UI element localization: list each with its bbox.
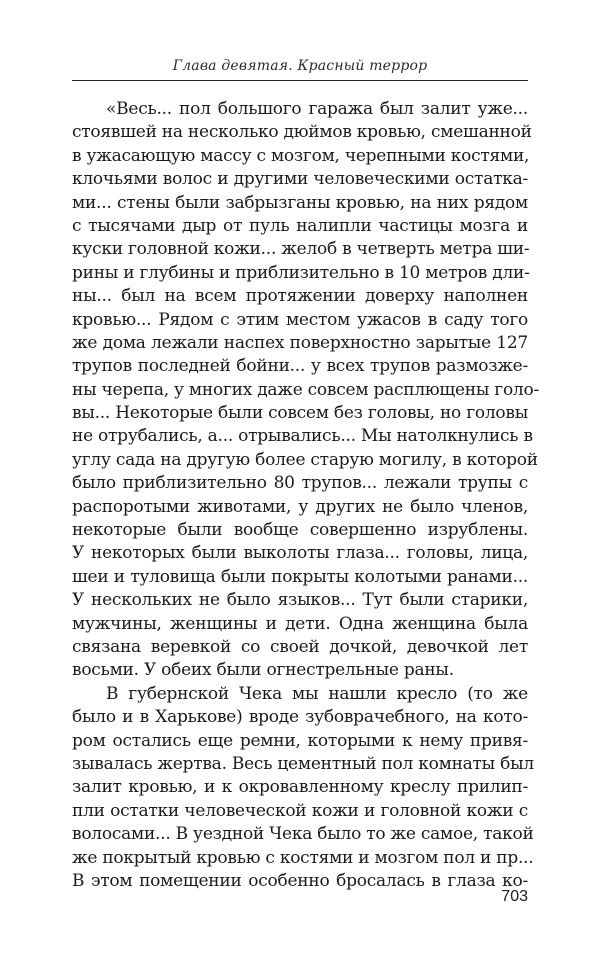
header-rule — [72, 80, 528, 81]
text-line: рины и глубины и приблизительно в 10 метров дли- — [72, 262, 530, 283]
text-line: ром остались еще ремни, которыми к нему привя- — [72, 730, 528, 751]
text-line: клочьями волос и другими человеческими остатка- — [72, 169, 528, 190]
text-line: трупов последней бойни... у всех трупов размозже- — [72, 356, 528, 377]
text-line: ны... был на всем протяжении доверху наполнен — [72, 286, 528, 307]
text-line: В этом помещении особенно бросалась в глаза ко- — [72, 870, 528, 891]
text-line: ми... стены были забрызганы кровью, на них рядом — [72, 192, 528, 213]
text-line: стоявшей на несколько дюймов кровью, смешанной — [72, 122, 532, 143]
text-line: же покрытый кровью с костями и мозгом пол и пр... — [72, 847, 534, 868]
text-line: ны черепа, у многих даже совсем расплющены голо- — [72, 379, 539, 400]
text-line: было приблизительно 80 трупов... лежали трупы с — [72, 473, 528, 494]
text-line: залит кровью, и к окровавленному креслу прилип- — [72, 777, 528, 798]
text-line: куски головной кожи... желоб в четверть метра ши- — [72, 239, 530, 260]
paragraph-1 — [72, 98, 539, 683]
text-line: с тысячами дыр от пуль налипли частицы мозга и — [72, 215, 528, 236]
text-line: пли остатки человеческой кожи и головной кожи с — [72, 800, 528, 821]
text-line: У некоторых были выколоты глаза... головы, лица, — [72, 543, 528, 564]
text-line: вы... Некоторые были совсем без головы, но головы — [72, 403, 528, 424]
text-line: кровью... Рядом с этим местом ужасов в саду того — [72, 309, 528, 330]
page-number: 703 — [501, 888, 528, 905]
text-line: было и в Харькове) вроде зубоврачебного, на кото- — [72, 707, 528, 728]
text-line: мужчины, женщины и дети. Одна женщина была — [72, 613, 528, 634]
text-line: зывалась жертва. Весь цементный пол комнаты был — [72, 753, 534, 774]
text-line: же дома лежали наспех поверхностно зарытые 127 — [72, 332, 528, 353]
text-line: восьми. У обеих были огнестрельные раны. — [72, 660, 454, 681]
text-line: шеи и туловища были покрыты колотыми ранами... — [72, 566, 528, 587]
text-line: В губернской Чека мы нашли кресло (то же — [106, 683, 528, 704]
text-line: в ужасающую массу с мозгом, черепными костями, — [72, 145, 530, 166]
text-line: углу сада на другую более старую могилу, в которой — [72, 449, 538, 470]
text-line: связана веревкой со своей дочкой, девочкой лет — [72, 636, 528, 657]
text-line: распоротыми животами, у других не было членов, — [72, 496, 528, 517]
paragraph-2 — [72, 683, 534, 894]
text-line: У нескольких не было языков... Тут были старики, — [72, 590, 528, 611]
text-line: не отрубались, а... отрывались... Мы натолкнулись в — [72, 426, 533, 447]
text-line: волосами... В уездной Чека было то же самое, такой — [72, 824, 534, 845]
text-line: «Весь... пол большого гаража был залит уже... — [106, 99, 528, 119]
text-line: некоторые были вообще совершенно изрублены. — [72, 520, 528, 541]
body-text — [72, 98, 539, 893]
running-head-title: Глава девятая. Красный террор — [172, 58, 428, 74]
